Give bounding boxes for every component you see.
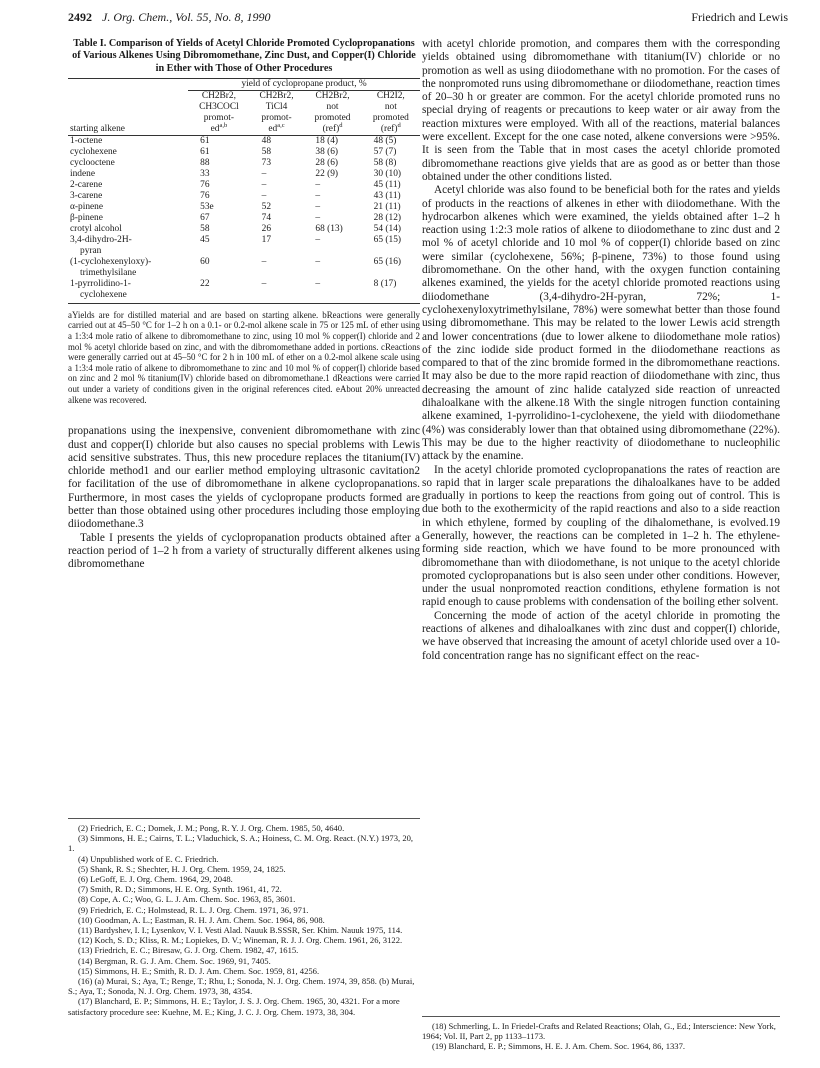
col1-line: promot- (203, 112, 234, 123)
yield-cell: 68 (13) (315, 223, 343, 234)
table-row (68, 191, 420, 202)
alkene-cell: 3-carene (70, 190, 103, 201)
yield-cell: 58 (261, 146, 271, 157)
yield-cell (303, 290, 361, 304)
yield-cell: 76 (200, 179, 210, 190)
page-number: 2492 (68, 10, 92, 24)
yield-cell: 76 (200, 190, 210, 201)
table-row (68, 158, 420, 169)
table-row (68, 147, 420, 158)
col1-sup: a,b (219, 121, 228, 129)
reference-item: (13) Friedrich, E. C.; Biresaw, G. J. Org. Chem. 1982, 47, 1615. (78, 945, 299, 956)
yield-cell: – (315, 234, 321, 245)
reference-item: (4) Unpublished work of E. C. Friedrich. (78, 853, 219, 864)
paragraph: In the acetyl chloride promoted cyclopropanations the rates of reaction are so rapid that in larger scale preparations the dihaloalkanes have to be added gradually in portions to keep the reactions from going out of control. This is due both to the exothermicity of the rapid reactions and also to a side reaction in which ethylene, formed by coupling of the dihalomethane, is evolved.19 Generally, however, the reactions can be completed in 1–2 h. The ethylene-forming side reaction, which we have found to be more pronounced with dibromomethane than with diiodomethane, is not unique to the acetyl chloride promoted cyclopropanations but is also seen under other conditions. However, under the usual nonpromoted reaction conditions, ethylene formation is not rapid enough to cause problems with condensation of the boiling ether solvent. (422, 463, 780, 609)
yield-cell: 61 (200, 135, 210, 146)
col2-line: CH2Br2, (259, 90, 294, 101)
reference-item: (6) LeGoff, E. J. Org. Chem. 1964, 29, 2048. (78, 874, 233, 885)
yield-cell: – (261, 168, 267, 179)
yield-cell: 53e (200, 201, 214, 212)
table-row (68, 213, 420, 224)
yield-cell: 38 (6) (315, 146, 339, 157)
yield-cell: 30 (10) (373, 168, 402, 179)
alkene-cell: (1-cyclohexenyloxy)- (70, 256, 152, 267)
yield-cell: – (315, 179, 321, 190)
reference-item: (16) (a) Murai, S.; Aya, T.; Renge, T.; Rhu, I.; Sonoda, N. J. Org. Chem. 1974, 39, 858. (b) Murai, S.; Aya, T.; Sonoda, N. J. Org. Chem. 1973, 38, 4354. (68, 976, 415, 997)
right-references (422, 1016, 780, 1052)
reference-item: (10) Goodman, A. L.; Eastman, R. H. J. Am. Chem. Soc. 1964, 86, 908. (78, 914, 325, 925)
col1-line: ed (210, 123, 220, 134)
yield-cell: 54 (14) (373, 223, 402, 234)
left-references (68, 818, 420, 1017)
alkene-cell: 1-pyrrolidino-1- (70, 278, 131, 289)
yield-cell (362, 290, 420, 304)
table-row (68, 290, 420, 304)
alkene-cell: trimethylsilane (80, 267, 137, 278)
table-row (68, 268, 420, 279)
yield-cell: – (261, 256, 267, 267)
col4-line: not (384, 101, 397, 112)
col-header-ch2br2-not-promoted (303, 90, 361, 135)
table-column-headers (68, 90, 420, 135)
yield-cell: 22 (200, 278, 210, 289)
col3-line: CH2Br2, (315, 90, 350, 101)
yield-cell: 74 (261, 212, 271, 223)
reference-item: (11) Bardyshev, I. I.; Lysenkov, V. I. Vesti Alad. Nauuk B.SSSR, Ser. Khim. Nauuk 1975, 114. (78, 925, 403, 936)
col2-sup: a,c (277, 121, 285, 129)
reference-item: (19) Blanchard, E. P.; Simmons, H. E. J. Am. Chem. Soc. 1964, 86, 1337. (432, 1041, 686, 1052)
table-row (68, 180, 420, 191)
paragraph: Acetyl chloride was also found to be beneficial both for the rates and yields of products in the reactions of alkenes in ether with diiodomethane. With the hydrocarbon alkenes which were examined, the yields obtained after 1–2 h reaction using 1:2:3 mole ratios of alkene to diiodomethane to zinc dust and 2 mol % of acetyl chloride and 10 mol % of copper(I) chloride based on zinc were similar (cyclohexene, 56%; β-pinene, 73%) to those found using dibromomethane. On the other hand, with the oxygen function containing alkenes examined, the yields for the acetyl chloride promoted reactions using diiodomethane (3,4-dihydro-2H-pyran, 72%; 1-cyclohexenyloxytrimethylsilane, 78%) were somewhat better than those found using dibromomethane. This may be related to the lower Lewis acid strength and lower concentrations (due to lower alkene to diiodomethane mole ratios) of the zinc iodide side product formed in the diiodomethane reactions as compared to that of the zinc bromide formed in the dibromomethane reactions. It may also be due to the more rapid reaction of diiodomethane with zinc, thus decreasing the amount of zinc halide catalyzed side reaction of unreacted dihaloalkane with the alkene.18 With the single nitrogen function containing alkene examined, 1-pyrrolidino-1-cyclohexene, the yield with diiodomethane (4%) was considerably lower than that obtained using dibromomethane (22%). This may be due to the higher reactivity of diiodomethane to nucleophilic attack by the enamine. (422, 184, 780, 463)
col2-line: TiCl4 (265, 101, 288, 112)
reference-item: (5) Shank, R. S.; Shechter, H. J. Org. Chem. 1959, 24, 1825. (78, 863, 286, 874)
yield-cell: 58 (200, 223, 210, 234)
table-caption (68, 38, 420, 75)
col3-line: promoted (314, 112, 351, 123)
yield-cell: 26 (261, 223, 271, 234)
yield-cell: 45 (200, 234, 210, 245)
table-row (68, 257, 420, 268)
col3-sup: d (339, 121, 343, 129)
yield-cell: 48 (5) (373, 135, 397, 146)
col1-line: CH3COCl (199, 101, 239, 112)
col2-line: promot- (261, 112, 292, 123)
table-row (68, 246, 420, 257)
yield-cell (250, 290, 304, 304)
yield-cell: 65 (15) (373, 234, 402, 245)
alkene-cell: β-pinene (70, 212, 103, 223)
yield-cell: 8 (17) (373, 278, 397, 289)
yield-cell: – (261, 190, 267, 201)
col4-line: promoted (372, 112, 409, 123)
table-caption-text: Comparison of Yields of Acetyl Chloride Promoted Cyclopropanations of Various Alkenes Using Dibromomethane, Zinc Dust, and Copper(I) Chloride in Ether with Those of Other Procedures (72, 38, 416, 74)
yield-cell: 67 (200, 212, 210, 223)
table-row (68, 202, 420, 213)
reference-item: (9) Friedrich, E. C.; Holmstead, R. L. J. Org. Chem. 1971, 36, 971. (78, 904, 309, 915)
yield-cell (303, 268, 361, 279)
yield-cell: 22 (9) (315, 168, 339, 179)
yield-cell (362, 246, 420, 257)
reference-item: (8) Cope, A. C.; Woo, G. L. J. Am. Chem. Soc. 1963, 85, 3601. (78, 894, 296, 905)
yield-cell (188, 268, 249, 279)
yield-cell: – (315, 256, 321, 267)
alkene-cell: pyran (80, 245, 102, 256)
yield-cell: – (261, 278, 267, 289)
alkene-cell: cyclohexene (68, 290, 188, 304)
col3-line: not (326, 101, 339, 112)
table-row (68, 235, 420, 246)
reference-item: (2) Friedrich, E. C.; Domek, J. M.; Pong, R. Y. J. Org. Chem. 1985, 50, 4640. (78, 823, 345, 833)
reference-item: (7) Smith, R. D.; Simmons, H. E. Org. Synth. 1961, 41, 72. (78, 884, 282, 895)
table-row (68, 279, 420, 290)
journal-citation: J. Org. Chem., Vol. 55, No. 8, 1990 (102, 10, 271, 24)
table-row (68, 169, 420, 180)
col-header-starting-alkene: starting alkene (68, 90, 188, 135)
right-column (422, 38, 780, 663)
paragraph: Table I presents the yields of cyclopropanation products obtained after a reaction period of 1–2 h from a variety of structurally different alkenes using dibromomethane (68, 531, 420, 571)
yield-cell: 88 (200, 157, 210, 168)
table-footnotes: aYields are for distilled material and are based on starting alkene. bReactions were generally carried out at 45–50 °C for 1–2 h on a 0.1- or 0.2-mol alkene scale in 75 or 125 mL of ether using a 1:3:4 mole ratio of alkene to dibromomethane to zinc, using 10 mol % copper(I) chloride and 2 mol % acetyl chloride based on zinc, and with the dibromomethane added in portions. cReactions were generally carried out at 45–50 °C for 2 h in 100 mL of ether on a 0.2-mol alkene scale using a 1:3:4 mole ratio of alkene to dibromomethane to zinc and 10 mol % of copper(I) chloride based on zinc and 2 mol % titanium(IV) chloride based on dibromomethane.1 dReactions were carried out under a variety of conditions given in the original references cited. eAbout 20% unreacted alkene was recovered. (68, 309, 420, 405)
col-header-ticl4 (250, 90, 304, 135)
col3-line: (ref) (322, 123, 340, 134)
col-header-acetyl-chloride (188, 90, 249, 135)
yield-cell: 61 (200, 146, 210, 157)
yield-cell: – (315, 190, 321, 201)
reference-item: (15) Simmons, H. E.; Smith, R. D. J. Am. Chem. Soc. 1959, 81, 4256. (78, 965, 320, 976)
yield-cell: 48 (261, 135, 271, 146)
running-header (68, 10, 788, 28)
yield-cell (362, 268, 420, 279)
col-header-ch2i2-not-promoted (362, 90, 420, 135)
yield-cell: 21 (11) (373, 201, 401, 212)
alkene-cell: 1-octene (70, 135, 103, 146)
right-body-text (422, 38, 780, 663)
left-column (68, 38, 420, 572)
yield-cell (188, 246, 249, 257)
yield-cell: 58 (8) (373, 157, 397, 168)
yield-cell: 18 (4) (315, 135, 339, 146)
col4-line: (ref) (380, 123, 398, 134)
alkene-cell: 3,4-dihydro-2H- (70, 234, 132, 245)
alkene-cell: 2-carene (70, 179, 103, 190)
yield-cell: 28 (12) (373, 212, 402, 223)
yield-cell: 57 (7) (373, 146, 397, 157)
yield-cell: 43 (11) (373, 190, 401, 201)
left-body-text (68, 425, 420, 571)
yield-cell: 52 (261, 201, 271, 212)
table-span-header: yield of cyclopropane product, % (188, 78, 420, 90)
alkene-cell: cyclohexene (70, 146, 117, 157)
running-authors: Friedrich and Lewis (691, 10, 788, 24)
reference-item: (17) Blanchard, E. P.; Simmons, H. E.; Taylor, J. S. J. Org. Chem. 1965, 30, 4321. For a more satisfactory procedure see: Kuehne, M. E.; King, J. C. J. Org. Chem. 1973, 38, 304. (68, 996, 400, 1017)
alkene-cell: crotyl alcohol (70, 223, 122, 234)
col4-sup: d (397, 121, 401, 129)
table-row (68, 224, 420, 235)
table-row (68, 135, 420, 147)
yield-cell: 60 (200, 256, 210, 267)
col4-line: CH2I2, (376, 90, 405, 101)
yield-cell: 65 (16) (373, 256, 402, 267)
paragraph: propanations using the inexpensive, convenient dibromomethane with zinc dust and copper(I) chloride but also causes no special problems with Lewis acid sensitive substrates. Thus, this new procedure replaces the titanium(IV) chloride method1 and our earlier method employing ultrasonic cavitation2 for facilitation of the use of dibromomethane in alkene cyclopropanations. Furthermore, in most cases the yields of cyclopropane products formed are better than those obtained using other procedures including those employing diiodomethane.3 (68, 425, 420, 531)
alkene-cell: indene (70, 168, 95, 179)
reference-item: (14) Bergman, R. G. J. Am. Chem. Soc. 1969, 91, 7405. (78, 955, 271, 966)
yield-cell: – (261, 179, 267, 190)
yield-cell: 73 (261, 157, 271, 168)
yield-cell: – (315, 278, 321, 289)
paragraph: with acetyl chloride promotion, and compares them with the corresponding yields obtained using dibromomethane with titanium(IV) chloride or no promotion as well as using diiodomethane with no promotion. For the cases of the nonpromoted runs using dibromomethane or diiodomethane, reaction times of 20–30 h or greater are common. For the acetyl chloride promoted runs no special drying of reagents or precautions to keep water or air away from the reaction mixtures were employed. With all of the reactions, material balances were excellent. Except for the one case noted, alkene conversions were >95%. It is seen from the Table that in most cases the acetyl chloride promoted dibromomethane reactions give yields that are as good as or better than those obtained under the other conditions listed. (422, 38, 780, 183)
yield-cell (188, 290, 249, 304)
yield-cell: – (315, 212, 321, 223)
reference-item: (18) Schmerling, L. In Friedel-Crafts and Related Reactions; Olah, G., Ed.; Interscience: New York, 1964; Vol. II, Part 2, pp 1133–1173. (422, 1021, 776, 1042)
yield-cell: 33 (200, 168, 210, 179)
table-label: Table I. (73, 38, 107, 49)
reference-item: (12) Koch, S. D.; Kliss, R. M.; Lopiekes, D. V.; Wineman, R. J. J. Org. Chem. 1961, 26, 3122. (78, 935, 403, 946)
reference-item: (3) Simmons, H. E.; Cairns, T. L.; Vladuchick, S. A.; Hoiness, C. M. Org. React. (N.Y.) 1973, 20, 1. (68, 833, 414, 854)
alkene-cell: cyclooctene (70, 157, 115, 168)
yield-cell: 17 (261, 234, 271, 245)
alkene-cell: α-pinene (70, 201, 104, 212)
col2-line: ed (268, 123, 278, 134)
yield-table (68, 78, 420, 304)
paragraph: Concerning the mode of action of the acetyl chloride in promoting the reactions of alkenes and dihaloalkanes with zinc dust and copper(I) chloride, we have observed that increasing the amount of acetyl chloride used over a 10-fold concentration range has no significant effect on the reac- (422, 609, 780, 662)
yield-cell (250, 268, 304, 279)
yield-cell: – (315, 201, 321, 212)
yield-cell: 45 (11) (373, 179, 401, 190)
yield-cell: 28 (6) (315, 157, 339, 168)
yield-cell (303, 246, 361, 257)
yield-cell (250, 246, 304, 257)
col1-line: CH2Br2, (201, 90, 236, 101)
